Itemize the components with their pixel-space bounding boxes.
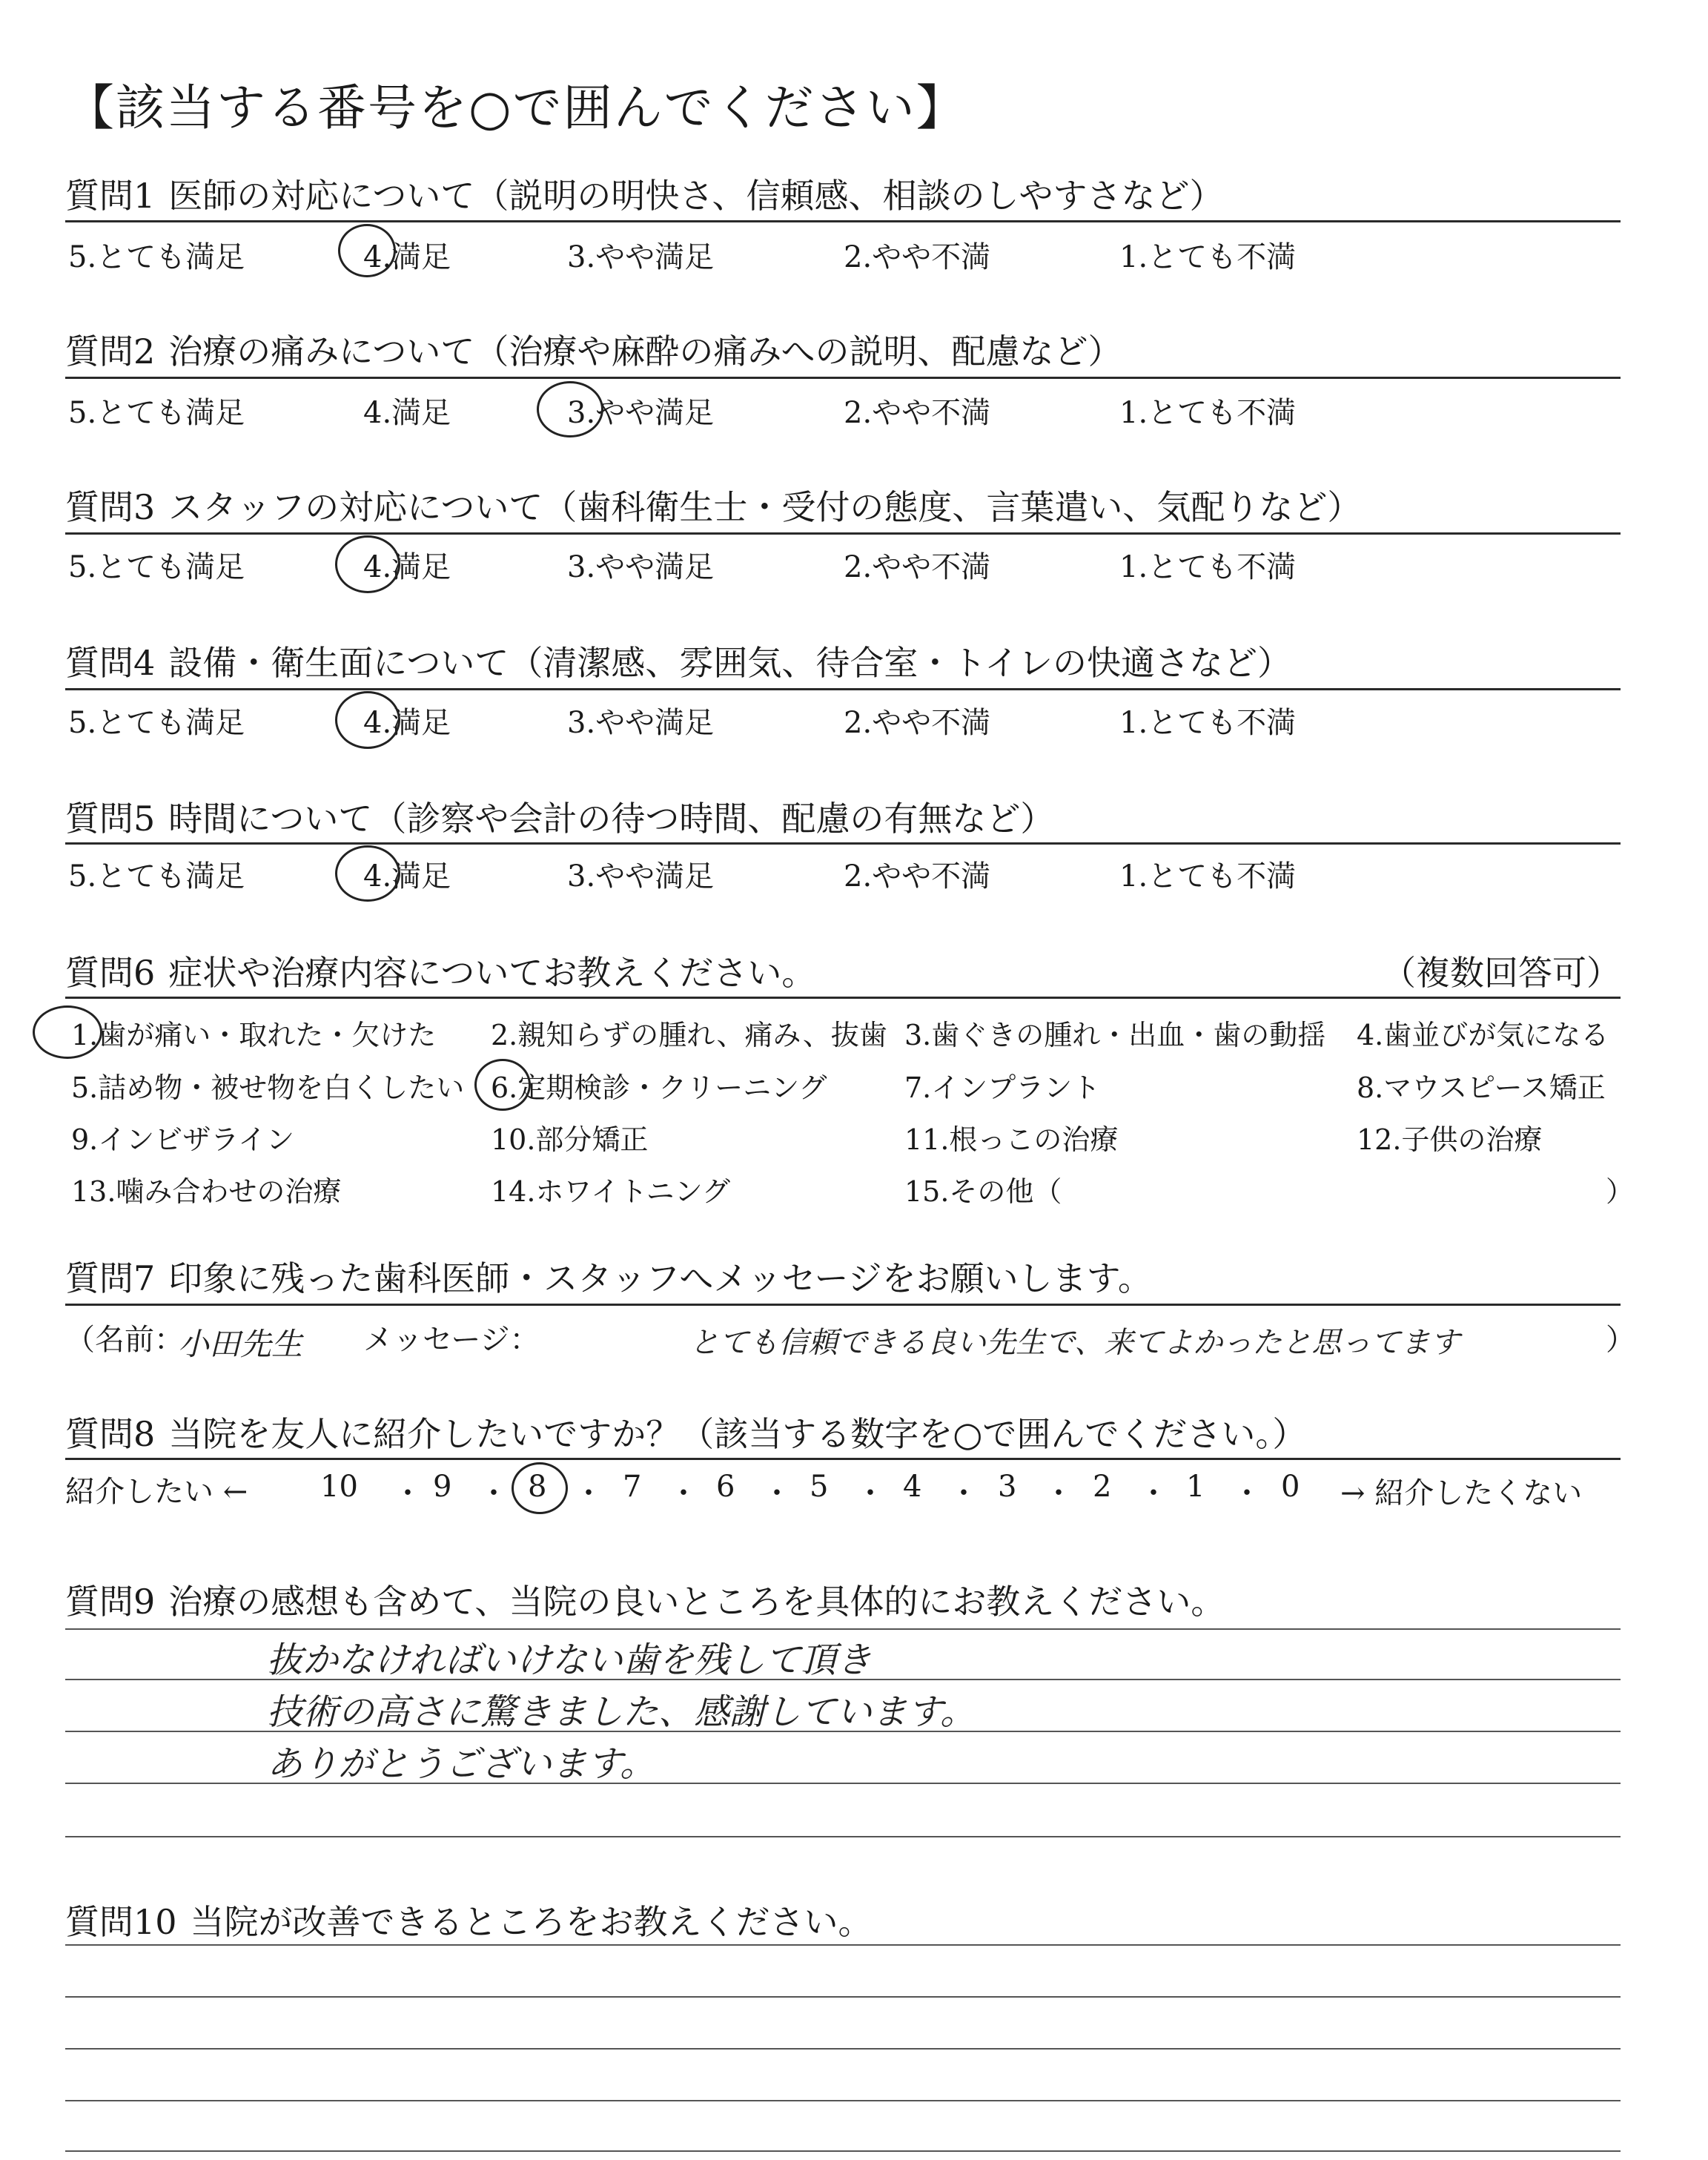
question-rule bbox=[65, 532, 1621, 535]
recommend-scale bbox=[65, 1468, 248, 1510]
scale-separator: ・ bbox=[669, 1476, 698, 1510]
message-label: メッセージ： bbox=[363, 1323, 540, 1357]
scale-left-label: 紹介したい ← bbox=[65, 1475, 248, 1509]
question-text: 印象に残った歯科医師・スタッフへメッセージをお願いします。 bbox=[168, 1258, 1152, 1298]
question-text: 設備・衛生面について（清潔感、雰囲気、待合室・トイレの快適さなど） bbox=[168, 643, 1292, 683]
q5-option-3[interactable]: 3.やや満足 bbox=[567, 859, 715, 894]
question-5 bbox=[65, 792, 1054, 841]
q1-option-1[interactable]: 1.とても不満 bbox=[1119, 240, 1297, 274]
question-6 bbox=[65, 946, 815, 995]
question-label: 質問4 bbox=[65, 643, 156, 683]
question-text: 症状や治療内容についてお教えください。 bbox=[168, 953, 816, 993]
message-handwritten[interactable]: とても信頼できる良い先生で、来てよかったと思ってます bbox=[689, 1326, 1460, 1360]
q6-option-6[interactable]: 6.定期検診・クリーニング bbox=[491, 1071, 827, 1104]
q6-option-5[interactable]: 5.詰め物・被せ物を白くしたい bbox=[71, 1071, 465, 1104]
scale-separator: ・ bbox=[1044, 1476, 1073, 1510]
scale-separator: ・ bbox=[855, 1476, 885, 1510]
q6-option-15[interactable]: 15.その他（ bbox=[904, 1175, 1062, 1208]
question-3 bbox=[65, 480, 1361, 529]
question-label: 質問5 bbox=[65, 799, 156, 839]
question-1 bbox=[65, 169, 1224, 218]
q3-option-1[interactable]: 1.とても不満 bbox=[1119, 550, 1297, 584]
q4-option-1[interactable]: 1.とても不満 bbox=[1119, 706, 1297, 740]
question-8 bbox=[65, 1407, 1306, 1456]
answer-line bbox=[65, 2048, 1621, 2050]
q6-option-11[interactable]: 11.根っこの治療 bbox=[904, 1123, 1119, 1156]
answer-line bbox=[65, 1996, 1621, 1998]
q1-option-3[interactable]: 3.やや満足 bbox=[567, 240, 715, 274]
answer-line bbox=[65, 1944, 1621, 1946]
q6-selection-circle-6 bbox=[474, 1059, 531, 1111]
question-rule bbox=[65, 1304, 1621, 1306]
q4-option-2[interactable]: 2.やや不満 bbox=[844, 706, 991, 740]
q5-option-4[interactable]: 4.満足 bbox=[363, 859, 451, 894]
question-label: 質問10 bbox=[65, 1902, 177, 1942]
question-rule bbox=[65, 1458, 1621, 1460]
q3-option-2[interactable]: 2.やや不満 bbox=[844, 550, 991, 584]
scale-number-2[interactable]: 2 bbox=[1093, 1470, 1112, 1504]
question-text: 医師の対応について（説明の明快さ、信頼感、相談のしやすさなど） bbox=[168, 176, 1224, 216]
question-text: 治療の痛みについて（治療や麻酔の痛みへの説明、配慮など） bbox=[168, 331, 1122, 371]
scale-number-3[interactable]: 3 bbox=[998, 1470, 1017, 1504]
q6-option-14[interactable]: 14.ホワイトニング bbox=[491, 1175, 731, 1208]
q2-option-5[interactable]: 5.とても満足 bbox=[68, 396, 245, 430]
answer-line bbox=[65, 1836, 1621, 1837]
question-4 bbox=[65, 636, 1291, 685]
q6-selection-circle-1 bbox=[33, 1005, 102, 1059]
q5-option-1[interactable]: 1.とても不満 bbox=[1119, 859, 1297, 894]
q6-option-4[interactable]: 4.歯並びが気になる bbox=[1357, 1019, 1609, 1051]
scale-separator: ・ bbox=[574, 1476, 603, 1510]
q3-option-5[interactable]: 5.とても満足 bbox=[68, 550, 245, 584]
scale-separator: ・ bbox=[393, 1476, 423, 1510]
scale-separator: ・ bbox=[762, 1476, 792, 1510]
q8-selection-circle bbox=[512, 1462, 568, 1514]
answer-line bbox=[65, 2100, 1621, 2101]
q4-option-5[interactable]: 5.とても満足 bbox=[68, 706, 245, 740]
question-text: 当院が改善できるところをお教えください。 bbox=[190, 1902, 873, 1942]
q1-option-5[interactable]: 5.とても満足 bbox=[68, 240, 245, 274]
q2-selection-circle bbox=[537, 381, 603, 437]
q5-option-2[interactable]: 2.やや不満 bbox=[844, 859, 991, 894]
answer-line bbox=[65, 1628, 1621, 1630]
q6-option-1[interactable]: 1.歯が痛い・取れた・欠けた bbox=[71, 1019, 437, 1051]
question-rule bbox=[65, 842, 1621, 845]
q6-other-close-paren: ） bbox=[1606, 1175, 1635, 1208]
q6-option-3[interactable]: 3.歯ぐきの腫れ・出血・歯の動揺 bbox=[904, 1019, 1326, 1051]
q6-option-7[interactable]: 7.インプラント bbox=[904, 1071, 1101, 1104]
name-handwritten[interactable]: 小田先生 bbox=[178, 1326, 303, 1362]
scale-number-9[interactable]: 9 bbox=[433, 1470, 452, 1504]
question-9 bbox=[65, 1575, 1225, 1624]
scale-number-4[interactable]: 4 bbox=[903, 1470, 922, 1504]
scale-separator: ・ bbox=[1232, 1476, 1262, 1510]
scale-number-5[interactable]: 5 bbox=[810, 1470, 829, 1504]
scale-number-10[interactable]: 10 bbox=[320, 1470, 358, 1504]
q9-answer-line-1[interactable]: 抜かなければいけない歯を残して頂き bbox=[267, 1639, 873, 1681]
question-rule bbox=[65, 220, 1621, 222]
answer-line bbox=[65, 2150, 1621, 2152]
q2-option-3[interactable]: 3.やや満足 bbox=[567, 396, 715, 430]
question-label: 質問7 bbox=[65, 1258, 156, 1298]
scale-number-7[interactable]: 7 bbox=[623, 1470, 642, 1504]
question-text: 当院を友人に紹介したいですか？（該当する数字を○で囲んでください。） bbox=[168, 1414, 1307, 1454]
question-2 bbox=[65, 325, 1122, 374]
message-close-paren: ） bbox=[1606, 1323, 1635, 1357]
scale-right-label: → 紹介したくない bbox=[1340, 1476, 1583, 1510]
q1-option-2[interactable]: 2.やや不満 bbox=[844, 240, 991, 274]
q1-option-4[interactable]: 4.満足 bbox=[363, 240, 451, 274]
question-rule bbox=[65, 688, 1621, 690]
q5-option-5[interactable]: 5.とても満足 bbox=[68, 859, 245, 894]
scale-number-0[interactable]: 0 bbox=[1281, 1470, 1300, 1504]
question-label: 質問3 bbox=[65, 487, 156, 527]
q6-option-13[interactable]: 13.噛み合わせの治療 bbox=[71, 1175, 342, 1208]
question-text: 時間について（診察や会計の待つ時間、配慮の有無など） bbox=[168, 799, 1055, 839]
q9-answer-line-2[interactable]: 技術の高さに驚きました、感謝しています。 bbox=[267, 1691, 976, 1733]
scale-separator: ・ bbox=[949, 1476, 979, 1510]
multiple-answers-note: （複数回答可） bbox=[1382, 953, 1621, 993]
scale-separator: ・ bbox=[479, 1476, 509, 1510]
scale-number-1[interactable]: 1 bbox=[1186, 1470, 1205, 1504]
q2-option-4[interactable]: 4.満足 bbox=[363, 396, 451, 430]
q2-option-2[interactable]: 2.やや不満 bbox=[844, 396, 991, 430]
q3-option-4[interactable]: 4.満足 bbox=[363, 550, 451, 584]
q6-option-10[interactable]: 10.部分矯正 bbox=[491, 1123, 649, 1156]
q4-option-3[interactable]: 3.やや満足 bbox=[567, 706, 715, 740]
scale-number-8[interactable]: 8 bbox=[528, 1470, 547, 1504]
q4-option-4[interactable]: 4.満足 bbox=[363, 706, 451, 740]
q5-selection-circle bbox=[335, 845, 400, 902]
q1-selection-circle bbox=[338, 224, 396, 277]
q6-option-12[interactable]: 12.子供の治療 bbox=[1357, 1123, 1543, 1156]
q6-option-2[interactable]: 2.親知らずの腫れ、痛み、抜歯 bbox=[491, 1019, 887, 1051]
name-label: （名前： bbox=[65, 1323, 184, 1357]
q9-answer-line-3[interactable]: ありがとうございます。 bbox=[267, 1743, 656, 1785]
question-rule bbox=[65, 377, 1621, 379]
question-label: 質問2 bbox=[65, 331, 156, 371]
q2-option-1[interactable]: 1.とても不満 bbox=[1119, 396, 1297, 430]
question-text: スタッフの対応について（歯科衛生士・受付の態度、言葉遣い、気配りなど） bbox=[168, 487, 1362, 527]
q6-option-8[interactable]: 8.マウスピース矯正 bbox=[1357, 1071, 1606, 1104]
q6-option-9[interactable]: 9.インビザライン bbox=[71, 1123, 295, 1156]
q3-selection-circle bbox=[335, 535, 400, 593]
question-label: 質問1 bbox=[65, 176, 156, 216]
question-10 bbox=[65, 1895, 873, 1944]
question-7 bbox=[65, 1252, 1152, 1301]
scale-separator: ・ bbox=[1139, 1476, 1168, 1510]
scale-number-6[interactable]: 6 bbox=[716, 1470, 735, 1504]
question-label: 質問9 bbox=[65, 1582, 156, 1622]
q4-selection-circle bbox=[335, 691, 400, 749]
question-text: 治療の感想も含めて、当院の良いところを具体的にお教えください。 bbox=[168, 1582, 1225, 1622]
page-heading: 【該当する番号を○で囲んでください】 bbox=[65, 79, 967, 136]
question-label: 質問8 bbox=[65, 1414, 156, 1454]
question-label: 質問6 bbox=[65, 953, 156, 993]
question-rule bbox=[65, 997, 1621, 999]
q3-option-3[interactable]: 3.やや満足 bbox=[567, 550, 715, 584]
